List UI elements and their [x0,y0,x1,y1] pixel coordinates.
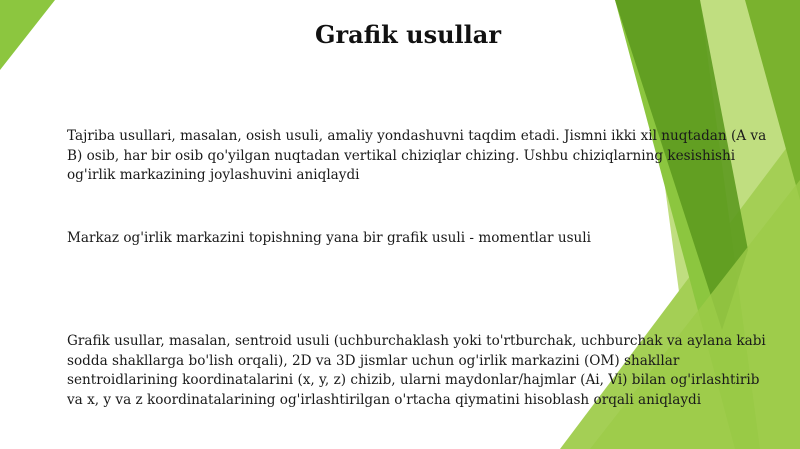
paragraph-1: Tajriba usullari, masalan, osish usuli, amaliy yondashuvni taqdim etadi. Jismni ikki xil nuqtadan (A va B) osib, har bir osib qo'yilgan nuqtadan vertikal chiziqlar chizing. Ushbu chiziqlarning kesishishi og'irlik markazining joylashuvini aniqlaydi [67,128,767,183]
slide-title: Grafik usullar [315,20,501,49]
paragraph-3: Grafik usullar, masalan, sentroid usuli (uchburchaklash yoki to'rtburchak, uchburchak va aylana kabi sodda shakllarga bo'lish orqali), 2D va 3D jismlar uchun og'irlik markazini (OM) shakllar sentroidlarining koordinatalarini (x, y, z) chizib, ularni maydonlar/hajmlar (Ai, Vi) bilan og'irlashtirib va x, y va z koordinatalarining og'irlashtirilgan o'rtacha qiymatini hisoblash orqali aniqlaydi [67,333,766,408]
paragraph-2: Markaz og'irlik markazini topishning yana bir grafik usuli - momentlar usuli [67,230,592,246]
left-green-stripe [0,0,55,70]
